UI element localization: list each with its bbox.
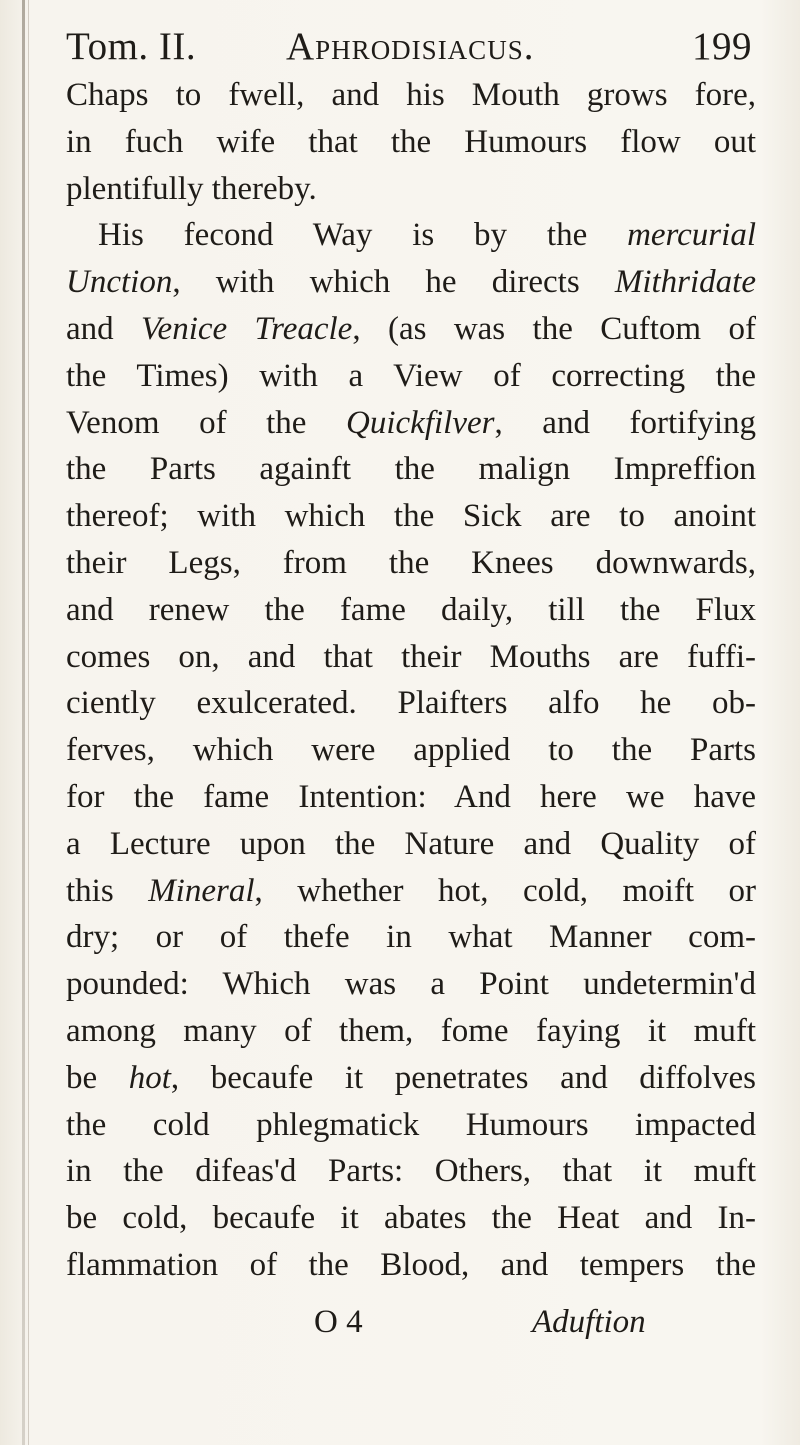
text-segment: plentifully thereby.	[66, 170, 317, 207]
text-segment: be cold, becaufe it abates the Heat and In-	[66, 1200, 756, 1237]
text-segment: for the fame Intention: And here we have	[66, 778, 756, 815]
text-line	[66, 634, 756, 681]
text-segment: in the difeas'd Parts: Others, that it muft	[66, 1153, 756, 1190]
text-line	[66, 72, 756, 119]
text-line	[66, 1195, 756, 1242]
text-segment: , with which he directs	[172, 264, 615, 301]
signature-mark: O 4	[314, 1304, 363, 1340]
text-segment: His fecond Way is by the	[98, 217, 628, 254]
text-segment: flammation of the Blood, and tempers the	[66, 1246, 756, 1283]
volume-label: Tom. II.	[66, 25, 197, 68]
text-line	[66, 821, 756, 868]
text-line	[66, 1055, 756, 1102]
text-segment: this	[66, 872, 149, 909]
text-line	[66, 259, 756, 306]
text-line	[66, 1242, 756, 1289]
italic-text: Unction	[66, 264, 173, 301]
text-segment: ciently exulcerated. Plaifters alfo he ob-	[66, 685, 756, 722]
running-head	[66, 18, 752, 80]
text-line	[66, 961, 756, 1008]
text-line	[66, 446, 756, 493]
text-segment: the cold phlegmatick Humours impacted	[66, 1106, 756, 1143]
text-segment: dry; or of thefe in what Manner com-	[66, 919, 756, 956]
page-gutter-line	[28, 0, 29, 1445]
text-line	[66, 306, 756, 353]
text-segment: a Lecture upon the Nature and Quality of	[66, 825, 756, 862]
running-title: Aphrodisiacus.	[286, 25, 535, 68]
text-segment: , becaufe it penetrates and diffolves	[170, 1059, 756, 1096]
text-line	[66, 914, 756, 961]
italic-text: Mithridate	[614, 264, 756, 301]
text-segment: be	[66, 1059, 129, 1096]
text-segment: thereof; with which the Sick are to anoint	[66, 498, 756, 535]
text-segment: , and fortifying	[494, 404, 756, 441]
text-segment: Venom of the	[66, 404, 347, 441]
page-footer	[66, 1304, 756, 1354]
italic-text: Mineral	[148, 872, 255, 909]
text-line	[66, 1148, 756, 1195]
italic-text: hot	[128, 1059, 171, 1096]
body-text	[66, 72, 756, 1289]
text-segment: Chaps to fwell, and his Mouth grows fore,	[66, 77, 756, 113]
text-line	[66, 119, 756, 166]
text-line	[66, 353, 756, 400]
text-segment: , whether hot, cold, moift or	[254, 872, 756, 909]
text-line	[66, 868, 756, 915]
text-line	[66, 1008, 756, 1055]
text-line	[66, 166, 756, 213]
text-segment: among many of them, fome faying it muft	[66, 1012, 756, 1049]
italic-text: Quickfilver	[346, 404, 495, 441]
text-line	[66, 587, 756, 634]
text-line	[66, 727, 756, 774]
page-gutter-shadow	[22, 0, 25, 1445]
text-segment: , (as was the Cuftom of	[352, 310, 756, 347]
italic-text: mercurial	[627, 217, 756, 254]
text-line	[66, 493, 756, 540]
text-segment: ferves, which were applied to the Parts	[66, 732, 756, 769]
text-segment: and	[66, 310, 142, 347]
text-segment: and renew the fame daily, till the Flux	[66, 591, 756, 628]
text-line	[66, 400, 756, 447]
text-segment: their Legs, from the Knees downwards,	[66, 544, 756, 581]
catchword: Aduftion	[532, 1304, 646, 1340]
text-line	[66, 540, 756, 587]
text-line	[66, 680, 756, 727]
text-segment: pounded: Which was a Point undetermin'd	[66, 966, 756, 1003]
text-segment: comes on, and that their Mouths are fuffi-	[66, 638, 756, 675]
text-segment: in fuch wife that the Humours flow out	[66, 123, 756, 160]
text-line	[66, 212, 756, 259]
text-segment: the Parts againft the malign Impreffion	[66, 451, 756, 488]
text-line	[66, 1102, 756, 1149]
text-segment: the Times) with a View of correcting the	[66, 357, 756, 394]
page-number: 199	[692, 25, 752, 68]
text-line	[66, 774, 756, 821]
italic-text: Venice Treacle	[141, 310, 353, 347]
